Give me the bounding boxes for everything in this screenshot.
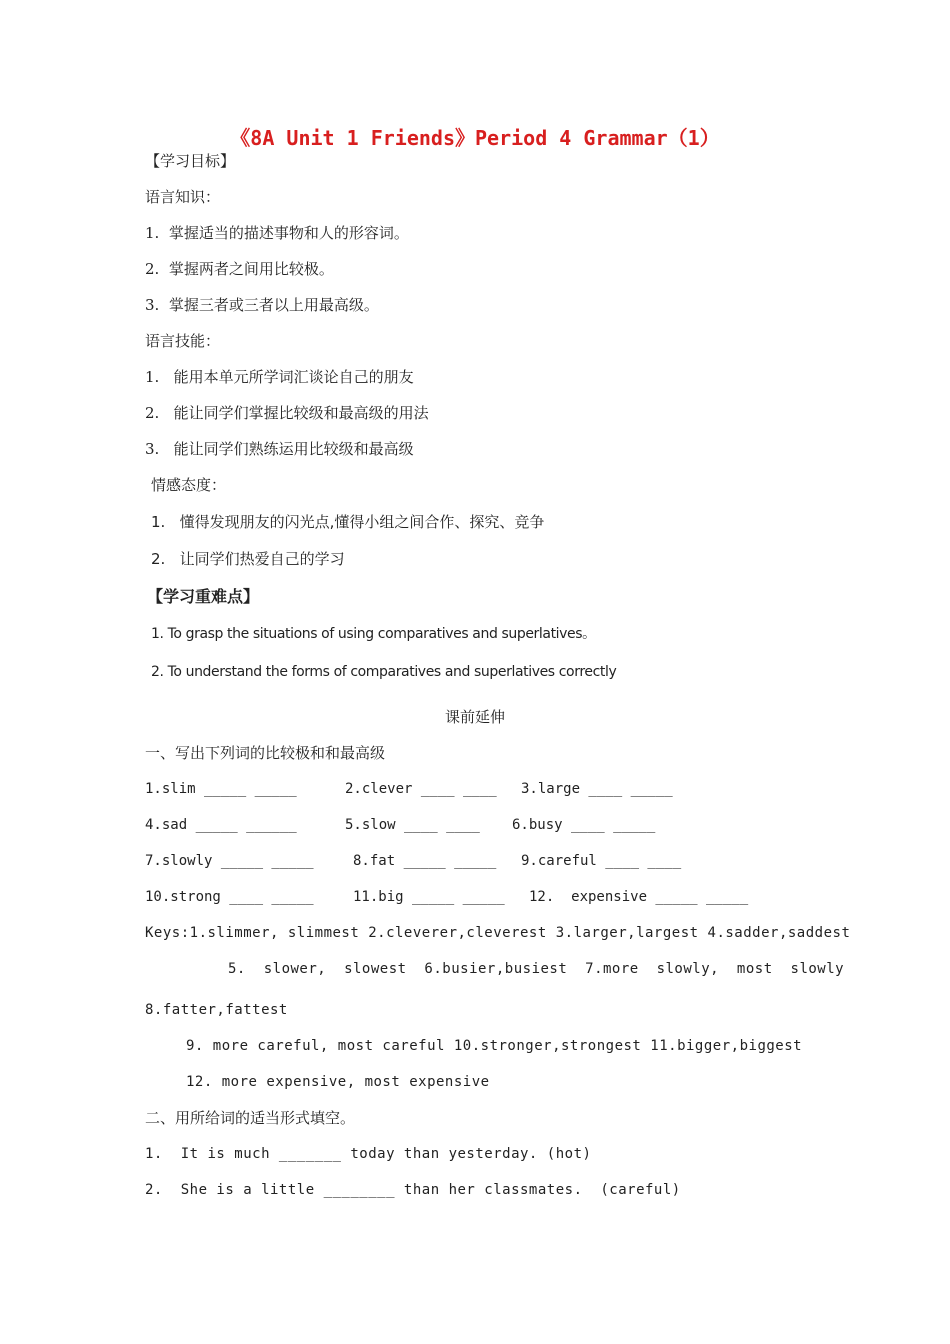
word-item: 4.sad _____ ______ <box>145 817 297 833</box>
word-item: 12. expensive _____ _____ <box>529 889 749 905</box>
section2-heading: 二、用所给词的适当形式填空。 <box>145 1109 356 1127</box>
word-item: 5.slow ____ ____ <box>345 817 480 833</box>
fill-item: 1. It is much _______ today than yesterday. (hot) <box>145 1146 592 1162</box>
objectives-heading: 【学习目标】 <box>145 152 236 170</box>
skills-item: 3. 能让同学们熟练运用比较级和最高级 <box>145 440 414 458</box>
keys-line: 5. slower, slowest 6.busier,busiest 7.more slowly, most slowly <box>228 961 845 977</box>
knowledge-item: 1. 掌握适当的描述事物和人的形容词。 <box>145 224 409 242</box>
keys-line: Keys:1.slimmer, slimmest 2.cleverer,cleverest 3.larger,largest 4.sadder,saddest <box>145 925 851 941</box>
knowledge-item: 3. 掌握三者或三者以上用最高级。 <box>145 296 379 314</box>
key-point-item: 1. To grasp the situations of using comparatives and superlatives。 <box>151 626 596 642</box>
word-item: 3.large ____ _____ <box>521 781 673 797</box>
keys-line: 12. more expensive, most expensive <box>186 1074 490 1090</box>
word-item: 6.busy ____ _____ <box>512 817 656 833</box>
attitude-item: 1. 懂得发现朋友的闪光点,懂得小组之间合作、探究、竞争 <box>151 513 545 531</box>
word-item: 7.slowly _____ _____ <box>145 853 314 869</box>
section1-heading: 一、写出下列词的比较极和和最高级 <box>145 744 386 762</box>
skills-item: 1. 能用本单元所学词汇谈论自己的朋友 <box>145 368 414 386</box>
word-item: 11.big _____ _____ <box>353 889 505 905</box>
fill-item: 2. She is a little ________ than her classmates. (careful) <box>145 1182 681 1198</box>
word-item: 10.strong ____ _____ <box>145 889 314 905</box>
word-item: 8.fat _____ _____ <box>353 853 497 869</box>
key-point-item: 2. To understand the forms of comparatives and superlatives correctly <box>151 664 617 680</box>
knowledge-item: 2. 掌握两者之间用比较极。 <box>145 260 334 278</box>
skills-item: 2. 能让同学们掌握比较级和最高级的用法 <box>145 404 429 422</box>
attitude-heading: 情感态度： <box>151 476 227 494</box>
word-item: 9.careful ____ ____ <box>521 853 682 869</box>
attitude-item: 2. 让同学们热爱自己的学习 <box>151 550 345 568</box>
keys-line: 8.fatter,fattest <box>145 1002 288 1018</box>
word-item: 1.slim _____ _____ <box>145 781 297 797</box>
skills-heading: 语言技能： <box>145 332 221 350</box>
knowledge-heading: 语言知识： <box>145 188 221 206</box>
keys-line: 9. more careful, most careful 10.stronger,strongest 11.bigger,biggest <box>186 1038 803 1054</box>
key-points-heading: 【学习重难点】 <box>147 587 260 606</box>
preview-heading: 课前延伸 <box>444 708 505 726</box>
word-item: 2.clever ____ ____ <box>345 781 497 797</box>
document-title: 《8A Unit 1 Friends》Period 4 Grammar（1） <box>230 126 720 150</box>
